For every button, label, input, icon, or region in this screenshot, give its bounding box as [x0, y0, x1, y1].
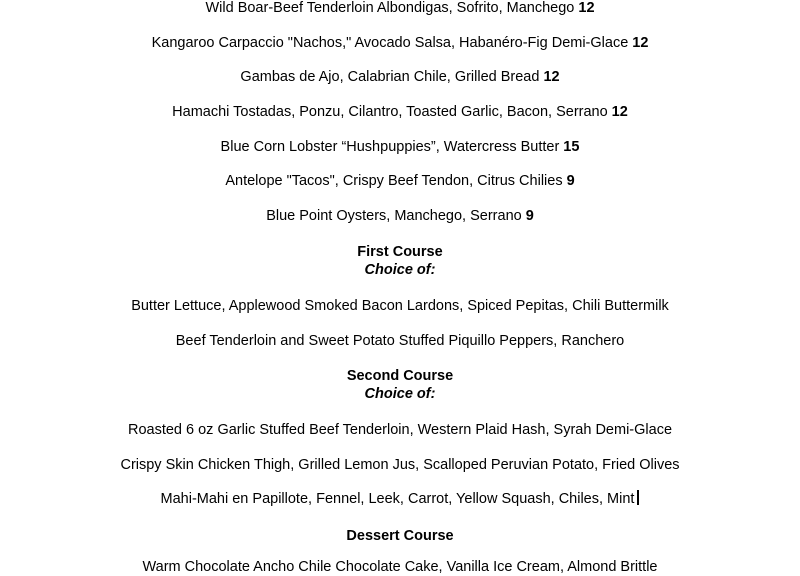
- tapas-item-name: Hamachi Tostadas, Ponzu, Cilantro, Toasted Garlic, Bacon, Serrano: [172, 104, 608, 120]
- tapas-item-price: 15: [563, 139, 580, 155]
- second-course-item: [0, 490, 800, 508]
- tapas-item: [0, 103, 800, 121]
- tapas-item-name: Wild Boar-Beef Tenderloin Albondigas, Sofrito, Manchego: [205, 0, 575, 16]
- tapas-item-name: Kangaroo Carpaccio "Nachos," Avocado Salsa, Habanéro-Fig Demi-Glace: [151, 35, 629, 51]
- tapas-item-name: Gambas de Ajo, Calabrian Chile, Grilled Bread: [240, 69, 540, 85]
- second-course-item-text: Mahi-Mahi en Papillote, Fennel, Leek, Carrot, Yellow Squash, Chiles, Mint: [160, 491, 635, 507]
- first-course-item: Butter Lettuce, Applewood Smoked Bacon Lardons, Spiced Pepitas, Chili Buttermilk: [131, 298, 669, 314]
- second-course-item: Crispy Skin Chicken Thigh, Grilled Lemon Jus, Scalloped Peruvian Potato, Fried Olives: [120, 457, 680, 473]
- first-course-heading: First Course: [357, 244, 443, 260]
- tapas-item: [0, 34, 800, 52]
- second-course-heading: Second Course: [346, 368, 454, 384]
- first-course-item: Beef Tenderloin and Sweet Potato Stuffed Piquillo Peppers, Ranchero: [175, 333, 625, 349]
- dessert-course-heading: Dessert Course: [346, 528, 454, 544]
- tapas-item: [0, 68, 800, 86]
- tapas-item-name: Blue Point Oysters, Manchego, Serrano: [266, 208, 522, 224]
- tapas-item: [0, 207, 800, 225]
- tapas-item-name: Blue Corn Lobster “Hushpuppies”, Watercress Butter: [220, 139, 560, 155]
- dessert-course-item: Warm Chocolate Ancho Chile Chocolate Cake, Vanilla Ice Cream, Almond Brittle: [142, 559, 658, 575]
- first-course-subheading: Choice of:: [364, 262, 436, 278]
- tapas-item-name: Antelope "Tacos", Crispy Beef Tendon, Citrus Chilies: [225, 173, 563, 189]
- text-cursor: [637, 490, 639, 505]
- tapas-item-price: 12: [578, 0, 595, 16]
- tapas-item-price: 9: [566, 173, 575, 189]
- second-course-item: Roasted 6 oz Garlic Stuffed Beef Tenderloin, Western Plaid Hash, Syrah Demi-Glace: [127, 422, 673, 438]
- tapas-item-price: 9: [525, 208, 534, 224]
- tapas-item-price: 12: [611, 104, 628, 120]
- tapas-item-price: 12: [632, 35, 649, 51]
- tapas-item: [0, 0, 800, 17]
- tapas-item-price: 12: [543, 69, 560, 85]
- tapas-item: [0, 172, 800, 190]
- second-course-subheading: Choice of:: [364, 386, 436, 402]
- tapas-item: [0, 138, 800, 156]
